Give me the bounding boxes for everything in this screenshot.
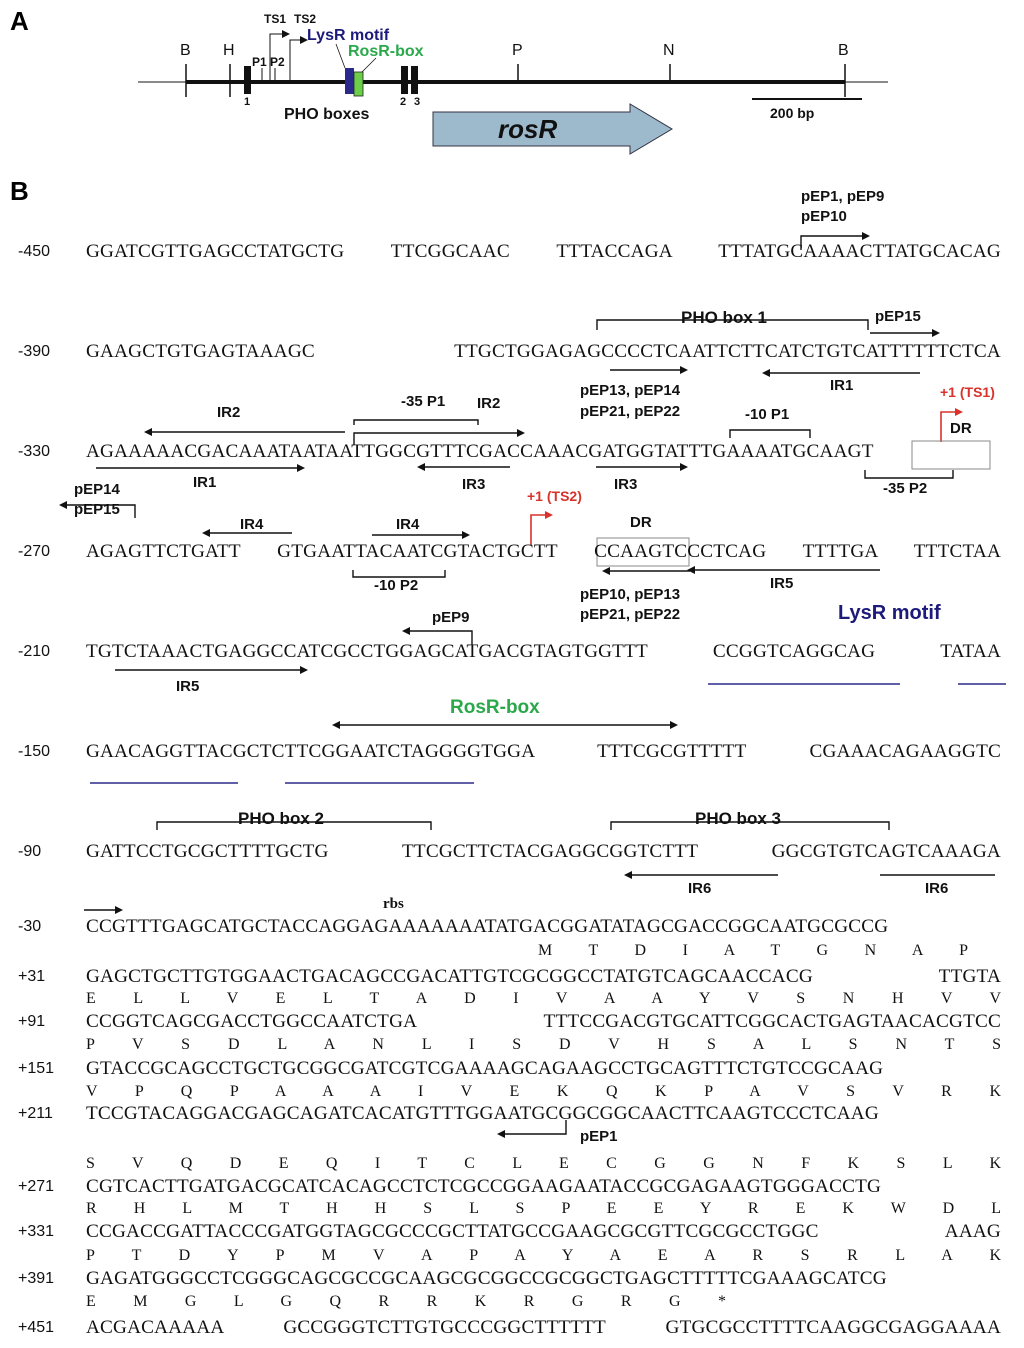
sequence-line: CCGACCGATTACCCGATGGTAGCGCCCGCTTATGCCGAAGCGCGTTCGCGCCTGGC AAAG [86,1221,1001,1242]
amino-acid-line: E M G L G Q R R K R G R G * [86,1293,726,1310]
rosr-gene-label: rosR [498,114,558,144]
label-pep15-b: pEP15 [74,501,120,518]
label-pep10: pEP10 [801,208,847,225]
label-35-p2: -35 P2 [883,480,928,497]
pho-num-2: 2 [400,96,407,108]
label-ts2: +1 (TS2) [527,488,582,504]
label-lysr-motif: LysR motif [838,602,941,624]
label-35-p1: -35 P1 [401,393,446,410]
position-number: +31 [18,968,46,985]
label-ir1-b: IR1 [193,474,217,491]
position-number: -30 [18,918,42,935]
sequence-line: GGATCGTTGAGCCTATGCTG TTCGGCAAC TTTACCAGA TTTATGCAAAACTTATGCACAG [86,241,1001,262]
p1-label: P1 [252,55,267,69]
rosr-box-label: RosR-box [348,43,424,60]
position-number: -270 [18,543,51,560]
label-rbs: rbs [383,896,404,912]
label-ir6-b: IR6 [925,880,949,897]
ts1-label: TS1 [264,12,287,26]
label-pep21-pep22: pEP21, pEP22 [580,403,681,420]
label-pep1: pEP1 [580,1128,618,1145]
panel-a-label: A [10,6,29,36]
pho-boxes-label: PHO boxes [284,106,370,123]
label-ir2-b: IR2 [477,395,501,412]
sequence-line: CGTCACTTGATGACGCATCACAGCCTCTCGCCGGAAGAATACCGCGAGAAGTGGGACCTG [86,1176,882,1197]
sequence-line: CCGGTCAGCGACCTGGCCAATCTGA TTTCCGACGTGCATTCGGCACTGAGTAACACGTCC [86,1011,1001,1032]
amino-acid-line: P T D Y P M V A P A Y A E A R S R L A K [86,1247,1001,1264]
sequence-line: AGAGTTCTGATT GTGAATTACAATCGTACTGCTT CCAAGTCCCTCAG TTTTGA TTTCTAA [86,541,1001,562]
position-number: -90 [18,843,42,860]
position-number: -210 [18,643,51,660]
pho-num-1: 1 [244,96,251,108]
panel-b-label: B [10,176,29,206]
position-number: +211 [18,1105,53,1122]
position-number: +151 [18,1060,55,1077]
label-ir3-a: IR3 [462,476,486,493]
label-pep10-pep13: pEP10, pEP13 [580,586,681,603]
label-ir1: IR1 [830,377,854,394]
sequence-line: ACGACAAAAA GCCGGGTCTTGTGCCCGGCTTTTTT GTGCGCCTTTTCAAGGCGAGGAAAA [86,1317,1001,1338]
label-pep9: pEP9 [432,609,470,626]
position-number: -390 [18,343,51,360]
label-pep15: pEP15 [875,308,921,325]
site-b1: B [180,42,191,59]
label-pho-box-3: PHO box 3 [695,809,781,828]
label-ir2-a: IR2 [217,404,241,421]
label-10-p2: -10 P2 [374,577,419,594]
label-pho-box-1: PHO box 1 [681,308,767,327]
position-number: -450 [18,243,51,260]
sequence-line: TGTCTAAACTGAGGCCATCGCCTGGAGCATGACGTAGTGGTTT CCGGTCAGGCAG TATAA [86,641,1001,662]
lysr-motif-label: LysR motif [307,27,390,44]
sequence-line: TCCGTACAGGACGAGCAGATCACATGTTTGGAATGCGGCGGCAACTTCAAGTCCCTCAAG [86,1103,879,1124]
amino-acid-line: V P Q P A A A I V E K Q K P A V S V R K [86,1083,1001,1100]
sequence-line: GAGATGGGCCTCGGGCAGCGCCGCAAGCGCGGCCGCGGCTGAGCTTTTTCGAAAGCATCG [86,1268,887,1289]
label-ir3-b: IR3 [614,476,638,493]
label-pep13-pep14: pEP13, pEP14 [580,382,681,399]
label-ir5-b: IR5 [176,678,200,695]
sequence-line: GTACCGCAGCCTGCTGCGGCGATCGTCGAAAAGCAGAAGCCTGCAGTTTCTGTCCGCAAG [86,1058,884,1079]
position-number: +91 [18,1013,46,1030]
label-pep21-pep22-b: pEP21, pEP22 [580,606,681,623]
ts2-label: TS2 [294,12,317,26]
label-ir5-a: IR5 [770,575,794,592]
sequence-line: GAACAGGTTACGCTCTTCGGAATCTAGGGGTGGA TTTCGCGTTTTT CGAAACAGAAGGTC [86,741,1001,762]
label-dr-1: DR [950,420,972,437]
site-n: N [663,42,675,59]
scale-label: 200 bp [770,105,815,121]
label-ts1: +1 (TS1) [940,384,995,400]
amino-acid-line: R H L M T H H S L S P E E Y R E K W D L [86,1200,1001,1217]
label-ir4-b: IR4 [396,516,420,533]
site-p: P [512,42,523,59]
sequence-line: GATTCCTGCGCTTTTGCTG TTCGCTTCTACGAGGCGGTCTTT GGCGTGTCAGTCAAAGA [86,841,1001,862]
label-pep1-pep9: pEP1, pEP9 [801,188,885,205]
position-number: +391 [18,1270,55,1287]
site-b2: B [838,42,849,59]
amino-acid-line: M T D I A T G N A P [538,942,968,959]
position-number: -330 [18,443,51,460]
label-ir4-a: IR4 [240,516,264,533]
sequence-line: GAAGCTGTGAGTAAAGC TTGCTGGAGAGCCCCTCAATTCTTCATCTGTCATTTTTTCTCA [86,341,1001,362]
position-number: +271 [18,1178,55,1195]
position-number: +451 [18,1319,55,1336]
sequence-line: CCGTTTGAGCATGCTACCAGGAGAAAAAAATATGACGGATATAGCGACCGGCAATGCGCCG [86,916,889,937]
label-pep14: pEP14 [74,481,120,498]
label-10-p1: -10 P1 [745,406,790,423]
pho-num-3: 3 [414,96,421,108]
label-pho-box-2: PHO box 2 [238,809,324,828]
site-h: H [223,42,235,59]
p2-label: P2 [270,55,285,69]
amino-acid-line: P V S D L A N L I S D V H S A L S N T S [86,1036,1001,1053]
sequence-line: GAGCTGCTTGTGGAACTGACAGCCGACATTGTCGCGGCCTATGTCAGCAACCACG TTGTA [86,966,1001,987]
position-number: +331 [18,1223,55,1240]
position-number: -150 [18,743,51,760]
label-ir6-a: IR6 [688,880,712,897]
sequence-line: AGAAAAACGACAAATAATAATTGGCGTTTCGACCAAACGATGGTATTTGAAAATGCAAGT [86,441,874,462]
label-rosr-box: RosR-box [450,697,540,718]
amino-acid-line: S V Q D E Q I T C L E C G G N F K S L K [86,1155,1001,1172]
label-dr-2: DR [630,514,652,531]
amino-acid-line: E L L V E L T A D I V A A Y V S N H V V [86,990,1001,1007]
